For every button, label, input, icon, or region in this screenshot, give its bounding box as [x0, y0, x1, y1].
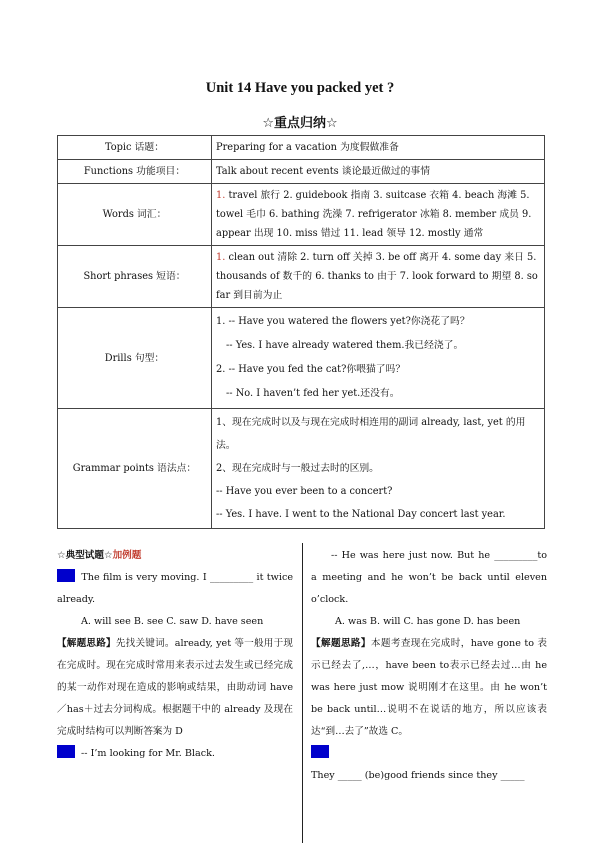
question-1-analysis: 【解题思路】先找关键词。already, yet 等一般用于现在完成时。现在完成时常用来表示过去发生或已经完成的某一动作对现在造成的影响或结果，由助动词 have／has＋过去分词构成。根据题干中的 already 及现在完成时结构可以判断答案为 D	[57, 638, 293, 737]
question-marker	[57, 745, 75, 758]
table-row	[58, 246, 545, 308]
topic-label: Topic 话题：	[58, 136, 212, 160]
table-row	[58, 184, 545, 246]
words-number: 1.	[216, 190, 226, 201]
question-3: They _____ (be)good friends since they _____	[311, 770, 525, 781]
functions-label: Functions 功能项目：	[58, 160, 212, 184]
question-3-marker-line	[311, 743, 547, 765]
grammar-line: -- Have you ever been to a concert?	[216, 486, 393, 497]
table-row	[58, 160, 545, 184]
topic-value: Preparing for a vacation 为度假做准备	[212, 136, 545, 160]
words-label: Words 词汇：	[58, 184, 212, 246]
question-marker	[311, 745, 329, 758]
drill-line: 2. -- Have you fed the cat?你喂猫了吗？	[216, 364, 406, 375]
table-row	[58, 409, 545, 529]
drill-line: 1. -- Have you watered the flowers yet?你浇花了吗？	[216, 316, 470, 327]
examples-heading: ☆典型试题☆加例题	[57, 550, 142, 561]
summary-table	[57, 135, 545, 529]
column-divider	[302, 543, 303, 843]
left-column	[57, 545, 293, 765]
question-marker	[57, 569, 75, 582]
phrases-label: Short phrases 短语：	[58, 246, 212, 308]
grammar-value	[212, 409, 545, 529]
drill-line: -- No. I haven’t fed her yet.还没有。	[226, 388, 400, 399]
question-1: The film is very moving. I _________ it twice already.	[57, 567, 293, 611]
words-value	[212, 184, 545, 246]
functions-value: Talk about recent events 谈论最近做过的事情	[212, 160, 545, 184]
drills-label: Drills 句型：	[58, 308, 212, 409]
section-heading: ☆重点归纳☆	[262, 116, 338, 131]
words-text: travel 旅行 2. guidebook 指南 3. suitcase 衣箱 4. beach 海滩 5. towel 毛巾 6. bathing 洗澡 7. refrigerator 冰箱 8. member 成员 9. appear 出现 10. miss 错过 11. lead 领导 12. mostly 通常	[216, 190, 532, 239]
grammar-line: 2、现在完成时与一般过去时的区别。	[216, 463, 379, 474]
phrases-value	[212, 246, 545, 308]
table-row	[58, 308, 545, 409]
grammar-label: Grammar points 语法点：	[58, 409, 212, 529]
table-row	[58, 136, 545, 160]
right-column	[311, 545, 547, 787]
question-2-continued: -- He was here just now. But he _________to a meeting and he won’t be back until eleven o’clock.	[311, 550, 547, 605]
drills-value	[212, 308, 545, 409]
phrases-number: 1.	[216, 252, 226, 263]
phrases-text: clean out 清除 2. turn off 关掉 3. be off 离开 4. some day 来日 5. thousands of 数千的 6. thanks to 由于 7. look forward to 期望 8. so far 到目前为止	[216, 252, 538, 301]
drill-line: -- Yes. I have already watered them.我已经浇了。	[226, 340, 464, 351]
question-2-options: A. was B. will C. has gone D. has been	[335, 616, 521, 627]
question-1-options: A. will see B. see C. saw D. have seen	[81, 616, 264, 627]
grammar-line: -- Yes. I have. I went to the National Day concert last year.	[216, 509, 506, 520]
page-title: Unit 14 Have you packed yet ?	[205, 80, 395, 96]
question-2: -- I’m looking for Mr. Black.	[57, 743, 293, 765]
question-2-analysis: 【解题思路】本题考查现在完成时，have gone to 表示已经去了,…，have been to表示已经去过…由 he was here just mow 说明刚才在这里。由 he won’t be back until…说明不在说话的地方，所以应该表达“到…去了”故选 C。	[311, 638, 547, 737]
grammar-line: 1、现在完成时以及与现在完成时相连用的副词 already, last, yet 的用法。	[216, 417, 526, 451]
